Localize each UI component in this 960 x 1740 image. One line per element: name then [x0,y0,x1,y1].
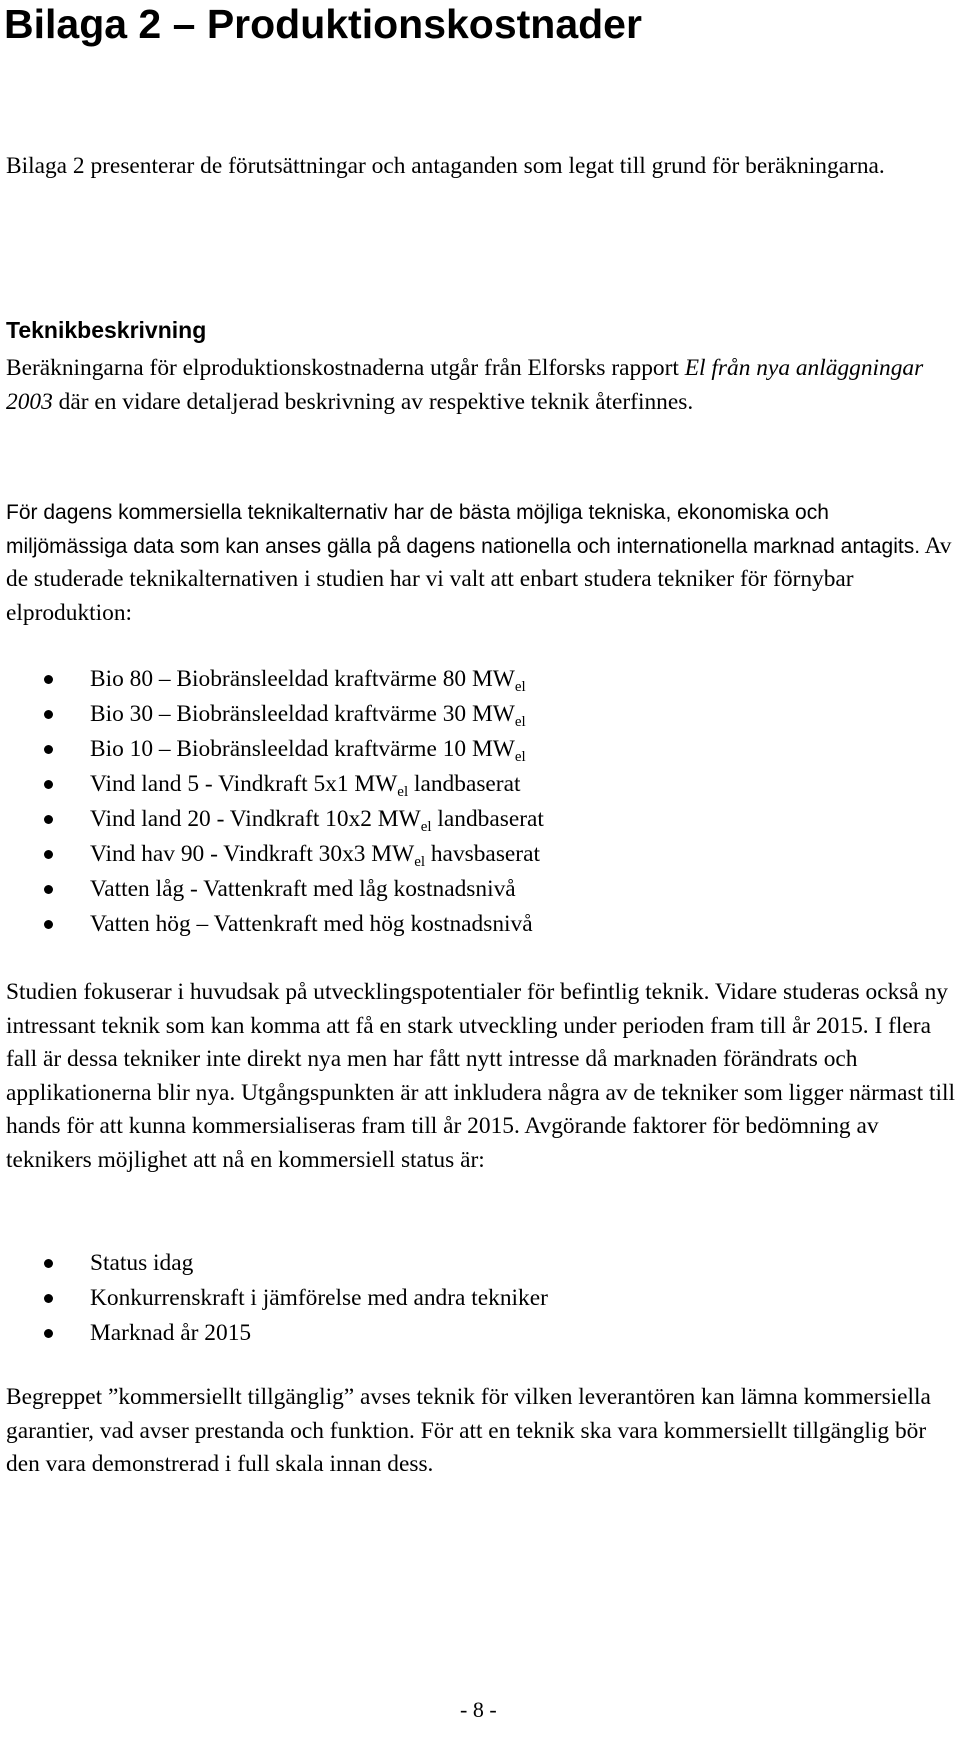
list-item-text: Bio 10 – Biobränsleeldad kraftvärme 10 MW [90,736,515,762]
subscript: el [397,784,409,800]
bullet-icon [44,1329,53,1338]
bullet-icon [44,1259,53,1268]
subscript: el [514,714,526,730]
list-item-text: Vind hav 90 - Vindkraft 30x3 MW [90,841,415,867]
list-item-suffix: havsbaserat [425,841,540,867]
subscript: el [414,854,426,870]
list-item-text: Marknad år 2015 [90,1320,252,1346]
paragraph-report-reference [6,352,956,419]
page-number: - 8 - [460,1697,497,1722]
list-item [0,907,960,942]
list-item-text: Vatten låg - Vattenkraft med låg kostnadsnivå [90,876,516,902]
list-item [0,732,960,767]
bullet-icon [44,745,53,754]
paragraph-technology-alternatives [6,496,956,630]
paragraph-study-focus: Studien fokuserar i huvudsak på utvecklingspotentialer för befintlig teknik. Vidare studeras också ny intressant teknik som kan komma att få en stark utveckling under perioden fram till år 2015. I flera fall är dessa tekniker inte direkt nya men har fått nytt intresse då marknaden förändrats och applikationerna blir nya. Utgångspunkten är att inkludera några av de tekniker som ligger närmast till hands för att kunna kommersialiseras fram till år 2015. Avgörande faktorer för bedömning av teknikers möjlighet att nå en kommersiell status är: [6,979,955,1173]
paragraph-text: där en vidare detaljerad beskrivning av respektive teknik återfinnes. [52,388,694,415]
list-item [0,1316,960,1351]
bullet-icon [44,885,53,894]
bullet-icon [44,1294,53,1303]
page-title: Bilaga 2 – Produktionskostnader [4,1,642,47]
technology-list [0,662,960,942]
subscript: el [420,819,432,835]
list-item-text: Status idag [90,1250,194,1276]
list-item-text: Vind land 5 - Vindkraft 5x1 MW [90,771,398,797]
list-item-suffix: landbaserat [408,771,521,797]
list-item-text: Vatten hög – Vattenkraft med hög kostnadsnivå [90,911,533,937]
list-item [0,767,960,802]
paragraph-text: Av de studerade teknikalternativen i studien har vi valt att enbart studera tekniker för förnybar elproduktion: [6,532,952,626]
list-item-text: Bio 80 – Biobränsleeldad kraftvärme 80 MW [90,666,515,692]
list-item [0,802,960,837]
intro-paragraph: Bilaga 2 presenterar de förutsättningar och antaganden som legat till grund för beräkningarna. [6,153,885,179]
list-item-text: Vind land 20 - Vindkraft 10x2 MW [90,806,421,832]
section-heading: Teknikbeskrivning [6,317,207,343]
list-item [0,697,960,732]
paragraph-definition: Begreppet ”kommersiellt tillgänglig” avses teknik för vilken leverantören kan lämna kommersiella garantier, vad avser prestanda och funktion. För att en teknik ska vara kommersiellt tillgänglig bör den vara demonstrerad i full skala innan dess. [6,1384,931,1478]
list-item [0,1281,960,1316]
subscript: el [514,749,526,765]
bullet-icon [44,850,53,859]
subscript: el [514,679,526,695]
list-item [0,872,960,907]
list-item-text: Konkurrenskraft i jämförelse med andra tekniker [90,1285,548,1311]
bullet-icon [44,815,53,824]
list-item [0,1246,960,1281]
list-item [0,837,960,872]
paragraph-text: För dagens kommersiella teknikalternativ har de bästa möjliga tekniska, ekonomiska och miljömässiga data som kan anses gälla på dagens nationella och internationella marknad antagits. [6,501,921,558]
list-item-suffix: landbaserat [431,806,544,832]
bullet-icon [44,780,53,789]
paragraph-text: Beräkningarna för elproduktionskostnaderna utgår från Elforsks rapport [6,355,685,381]
bullet-icon [44,675,53,684]
list-item-text: Bio 30 – Biobränsleeldad kraftvärme 30 MW [90,701,515,727]
bullet-icon [44,920,53,929]
bullet-icon [44,710,53,719]
factors-list [0,1246,960,1351]
list-item [0,662,960,697]
report-title: El från nya anläggningar 2003 [6,355,924,415]
